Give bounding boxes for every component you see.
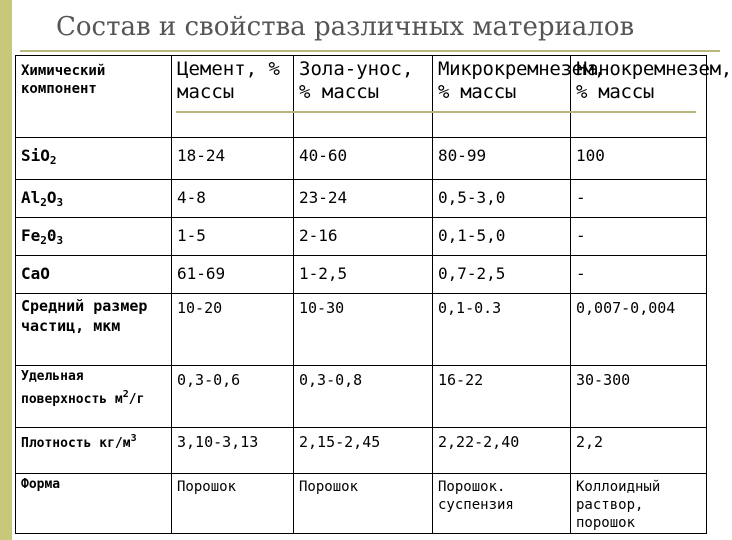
cell-value: 0,1-5,0 xyxy=(433,218,571,256)
cell-value: 61-69 xyxy=(172,256,294,294)
table-header-row xyxy=(16,56,707,138)
title-underline xyxy=(20,50,720,52)
materials-table xyxy=(15,55,732,534)
header-accent-line xyxy=(176,111,696,113)
header-microsilica: Микрокремнезем, % массы xyxy=(433,56,571,138)
header-cement: Цемент, % массы xyxy=(172,56,294,138)
row-label-form: Форма xyxy=(16,474,172,534)
cell-value: 0,3-0,8 xyxy=(294,366,433,428)
table-row xyxy=(16,428,707,474)
cell-value: 2-16 xyxy=(294,218,433,256)
cell-value: 0,007-0,004 xyxy=(571,294,707,366)
cell-value: 1-2,5 xyxy=(294,256,433,294)
cell-value: 2,22-2,40 xyxy=(433,428,571,474)
header-component: Химический компонент xyxy=(16,56,172,138)
left-accent-bar xyxy=(0,0,12,540)
cell-value: 0,1-0.3 xyxy=(433,294,571,366)
cell-value: 40-60 xyxy=(294,138,433,180)
table-row xyxy=(16,138,707,180)
row-label-al2o3: $Al_2O_3$ xyxy=(16,180,172,218)
row-label-sio2: SiO$_2$ xyxy=(16,138,172,180)
cell-value: 4-8 xyxy=(172,180,294,218)
cell-value: 18-24 xyxy=(172,138,294,180)
cell-value: Порошок. суспензия xyxy=(433,474,571,534)
cell-value: 0,5-3,0 xyxy=(433,180,571,218)
cell-value: Порошок xyxy=(172,474,294,534)
cell-value: 3,10-3,13 xyxy=(172,428,294,474)
row-label-specific-surface: Удельная поверхность $м^2/г$ xyxy=(16,366,172,428)
row-label-particle-size: Средний размер частиц, мкм xyxy=(16,294,172,366)
header-nanosilica: Нанокремнезем, % массы xyxy=(571,56,707,138)
cell-value: 0,7-2,5 xyxy=(433,256,571,294)
table-row xyxy=(16,366,707,428)
table-row xyxy=(16,180,707,218)
cell-value: 23-24 xyxy=(294,180,433,218)
table-row xyxy=(16,474,707,534)
slide-title: Состав и свойства различных материалов xyxy=(56,12,635,42)
cell-value: 80-99 xyxy=(433,138,571,180)
header-fly-ash: Зола-унос, % массы xyxy=(294,56,433,138)
cell-value: 16-22 xyxy=(433,366,571,428)
cell-value: Коллоидный раствор, порошок xyxy=(571,474,707,534)
row-label-fe2o3: $Fe_20_3$ xyxy=(16,218,172,256)
cell-value: 1-5 xyxy=(172,218,294,256)
cell-value: Порошок xyxy=(294,474,433,534)
cell-value: - xyxy=(571,180,707,218)
cell-value: 2,2 xyxy=(571,428,707,474)
row-label-density: Плотность $кг/м^3$ xyxy=(16,428,172,474)
cell-value: 10-30 xyxy=(294,294,433,366)
row-label-cao: CaO xyxy=(16,256,172,294)
cell-value: - xyxy=(571,256,707,294)
cell-value: 2,15-2,45 xyxy=(294,428,433,474)
table-row xyxy=(16,218,707,256)
cell-value: 0,3-0,6 xyxy=(172,366,294,428)
table-row xyxy=(16,256,707,294)
table-row xyxy=(16,294,707,366)
cell-value: 100 xyxy=(571,138,707,180)
cell-value: 30-300 xyxy=(571,366,707,428)
cell-value: - xyxy=(571,218,707,256)
cell-value: 10-20 xyxy=(172,294,294,366)
